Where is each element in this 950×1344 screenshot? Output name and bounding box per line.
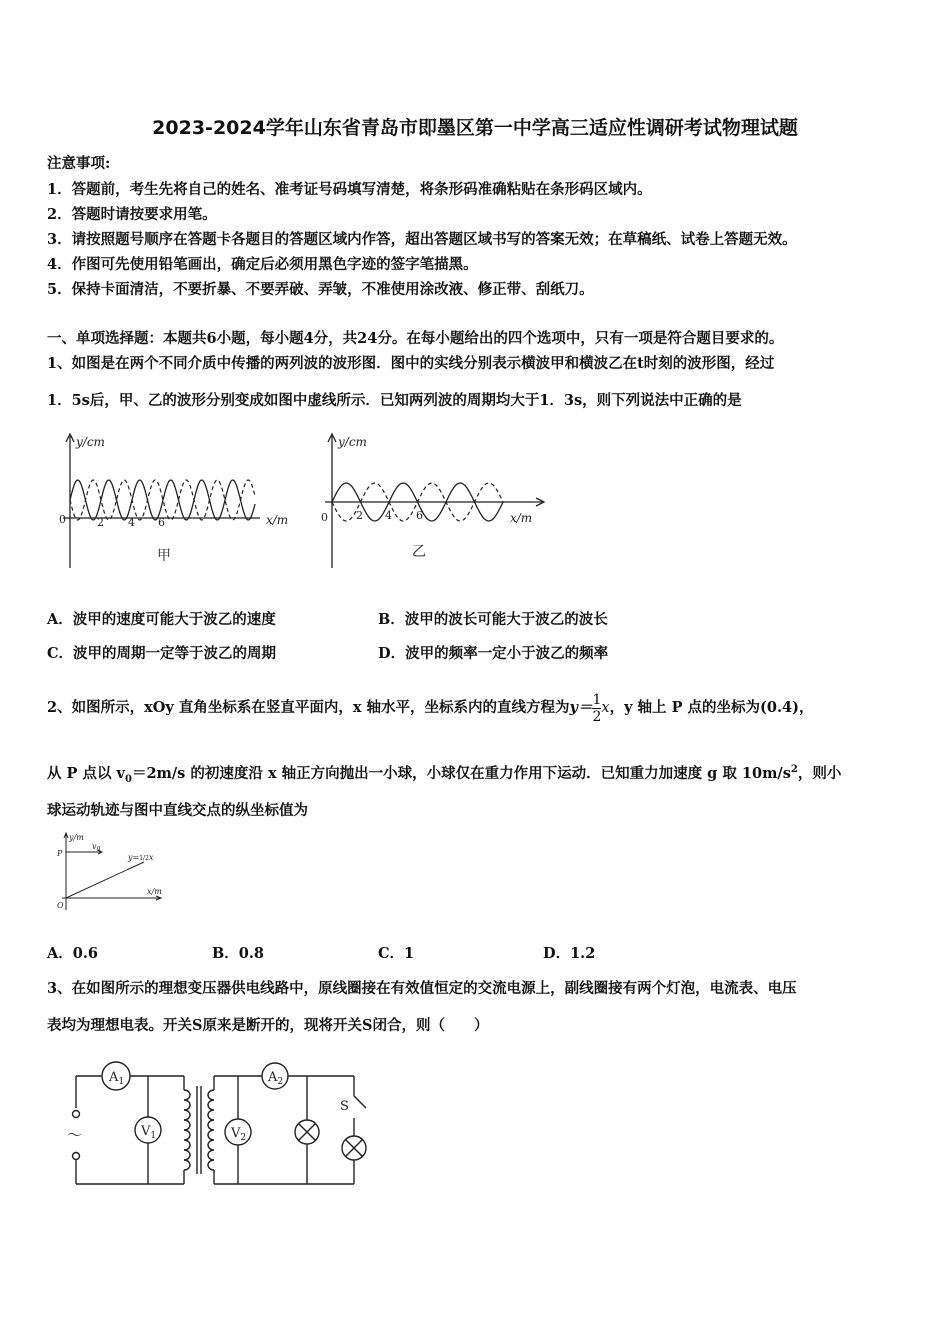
q2-equation-numerator: 1 <box>592 691 602 708</box>
q2-line-1-text-b: ，y 轴上 P 点的坐标为(0.4)， <box>609 699 814 716</box>
wave-b-tick-2: 2 <box>356 509 363 522</box>
q1-wave-figure <box>55 428 555 578</box>
notes-heading: 注意事项: <box>47 155 111 172</box>
wave-b-ylabel: y/cm <box>338 435 367 449</box>
note-item-1: 1．答题前，考生先将自己的姓名、准考证号码填写清楚，将条形码准确粘贴在条形码区域内。 <box>47 181 652 198</box>
q2-line-y-half-x <box>66 862 144 898</box>
wave-b-xlabel: x/m <box>510 511 533 525</box>
q2-option-b: B．0.8 <box>212 945 264 962</box>
note-item-4: 4．作图可先使用铅笔画出，确定后必须用黑色字迹的签字笔描黑。 <box>47 256 478 273</box>
q3-line-2: 表均为理想电表。开关S原来是断开的，现将开关S闭合，则（ ） <box>47 1017 489 1034</box>
q2-line-label: y=1/2x <box>128 853 154 862</box>
q2-equation-denominator: 2 <box>592 708 602 725</box>
wave-a-xlabel: x/m <box>266 513 289 527</box>
source-terminal-bottom <box>73 1153 80 1160</box>
q1-line-1: 1、如图是在两个不同介质中传播的两列波的波形图．图中的实线分别表示横波甲和横波乙在t时刻的波形图，经过 <box>47 355 775 372</box>
q2-equation-var: x <box>601 700 610 716</box>
wave-b-tick-6: 6 <box>416 509 423 522</box>
q2-line-3: 球运动轨迹与图中直线交点的纵坐标值为 <box>47 802 308 819</box>
note-item-2: 2．答题时请按要求用笔。 <box>47 206 217 223</box>
q2-v0-label: $v_0$ <box>92 842 101 853</box>
q2-option-d: D．1.2 <box>543 945 596 962</box>
q2-equation-lhs: y＝ <box>569 699 593 716</box>
q1-option-a: A．波甲的速度可能大于波乙的速度 <box>47 611 276 628</box>
q2-line-2-text-b: ＝2m/s 的初速度沿 x 轴正方向抛出一小球，小球仅在重力作用下运动．已知重力加速度 g 取 10m/s <box>131 765 791 782</box>
secondary-coil <box>208 1090 214 1170</box>
q2-line-1 <box>47 680 814 736</box>
switch-blade <box>354 1096 366 1108</box>
q1-option-d: D．波甲的频率一定小于波乙的频率 <box>378 645 609 662</box>
wave-a-ylabel: y/cm <box>76 435 105 449</box>
switch-s-label: S <box>340 1099 349 1114</box>
section-heading: 一、单项选择题：本题共6小题，每小题4分，共24分。在每小题给出的四个选项中，只有一项是符合题目要求的。 <box>47 330 784 347</box>
ac-source-symbol: ～ <box>67 1126 83 1144</box>
q3-line-1: 3、在如图所示的理想变压器供电线路中，原线圈接在有效值恒定的交流电源上，副线圈接有两个灯泡，电流表、电压 <box>47 980 797 997</box>
wave-a-tick-4: 4 <box>128 516 135 529</box>
q2-xlabel: x/m <box>147 887 162 896</box>
q2-origin: O <box>57 901 64 910</box>
q1-line-2: 1．5s后，甲、乙的波形分别变成如图中虚线所示．已知两列波的周期均大于1．3s，则下列说法中正确的是 <box>47 392 742 409</box>
wave-a-tick-6: 6 <box>158 516 165 529</box>
q2-ylabel: y/m <box>69 833 84 842</box>
q2-line-2-text-c: ，则小 <box>797 765 842 782</box>
wave-b-tick-4: 4 <box>385 509 392 522</box>
q1-option-c: C．波甲的周期一定等于波乙的周期 <box>47 645 277 662</box>
q2-line-2-sup: 2 <box>790 764 798 776</box>
note-item-5: 5．保持卡面清洁，不要折暴、不要弄破、弄皱，不准使用涂改液、修正带、刮纸刀。 <box>47 281 594 298</box>
q2-line-2-text-a: 从 P 点以 v <box>47 765 125 782</box>
wave-a-label: 甲 <box>157 548 171 564</box>
ammeter-a2-label: $A_2$ <box>268 1070 284 1087</box>
wave-b-label: 乙 <box>412 544 426 560</box>
primary-coil <box>184 1090 190 1170</box>
voltmeter-v1-label: $V_1$ <box>141 1124 157 1141</box>
wave-a-origin: 0 <box>59 513 66 526</box>
q2-option-c: C．1 <box>378 945 415 962</box>
page-title: 2023-2024学年山东省青岛市即墨区第一中学高三适应性调研考试物理试题 <box>152 117 798 139</box>
q2-line-1-text-a: 2、如图所示，xOy 直角坐标系在竖直平面内，x 轴水平，坐标系内的直线方程为 <box>47 699 570 716</box>
voltmeter-v2-label: $V_2$ <box>231 1126 247 1143</box>
q2-point-p: P <box>57 849 63 858</box>
wave-b-origin: 0 <box>321 511 328 524</box>
q2-line-2-sub: 0 <box>124 773 132 785</box>
q2-coordinate-figure <box>52 828 172 916</box>
q3-circuit-figure <box>60 1060 380 1192</box>
q1-option-b: B．波甲的波长可能大于波乙的波长 <box>378 611 608 628</box>
q2-option-a: A．0.6 <box>47 945 98 962</box>
note-item-3: 3．请按照题号顺序在答题卡各题目的答题区域内作答，超出答题区域书写的答案无效；在草稿纸、试卷上答题无效。 <box>47 231 797 248</box>
ammeter-a1-label: $A_1$ <box>109 1070 125 1087</box>
q2-line-2 <box>47 762 841 785</box>
source-terminal-top <box>73 1111 80 1118</box>
wave-a-tick-2: 2 <box>97 516 104 529</box>
